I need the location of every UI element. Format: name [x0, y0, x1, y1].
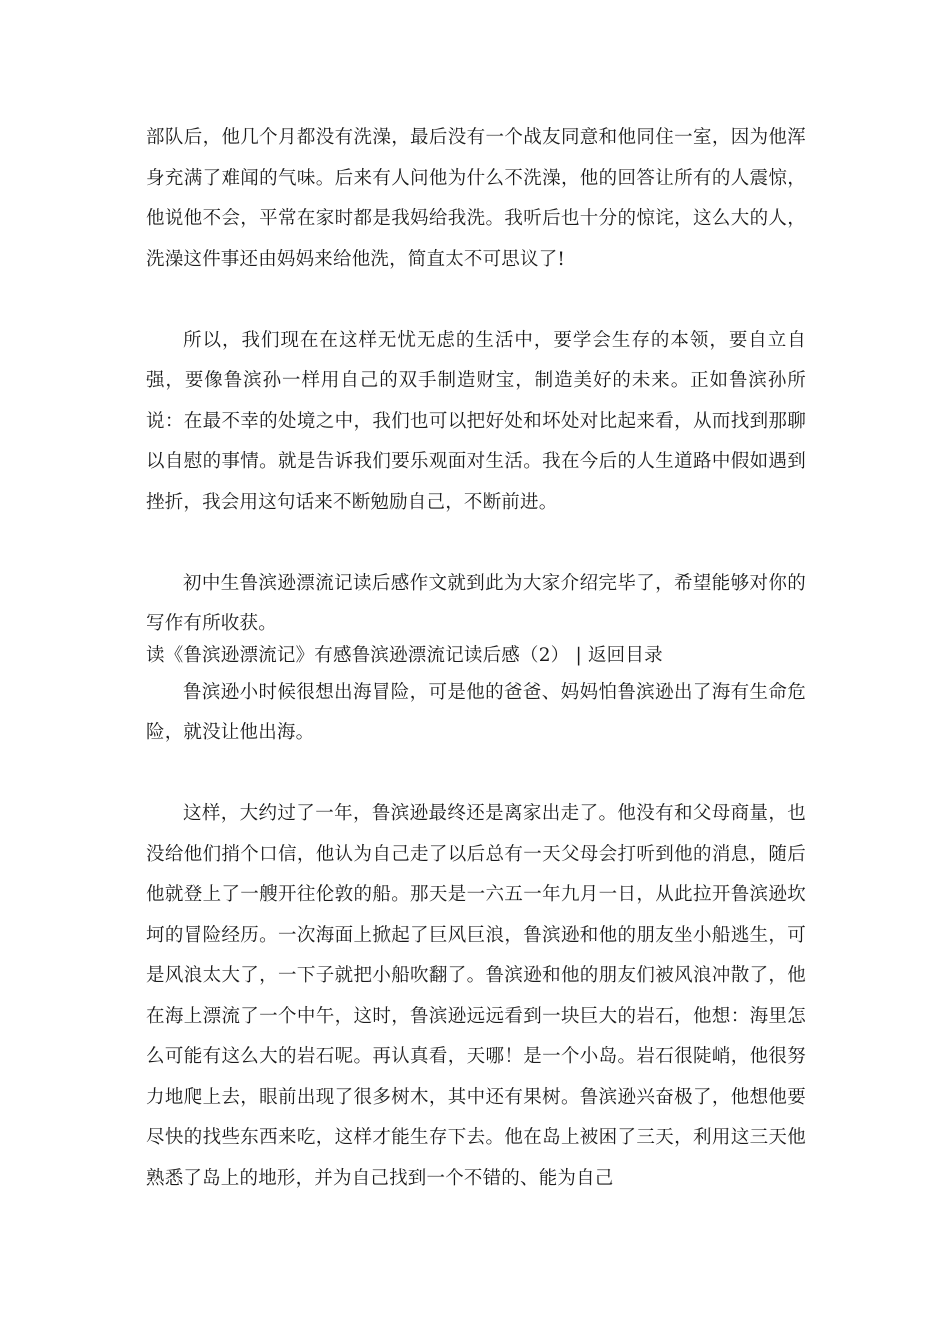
document-body: [146, 118, 806, 1199]
paragraph-gap: [146, 280, 806, 321]
paragraph-childhood-wish: 鲁滨逊小时候很想出海冒险，可是他的爸爸、妈妈怕鲁滨逊出了海有生命危险，就没让他出海。: [146, 681, 806, 743]
paragraph-closing-note: 初中生鲁滨逊漂流记读后感作文就到此为大家介绍完毕了，希望能够对你的写作有所收获。: [146, 572, 806, 634]
paragraph-gap: [146, 754, 806, 795]
section-heading-row: [146, 639, 806, 673]
paragraph-gap: [146, 523, 806, 564]
paragraph-adventure-story: 这样，大约过了一年，鲁滨逊最终还是离家出走了。他没有和父母商量，也没给他们捎个口信，他认为自己走了以后总有一天父母会打听到他的消息，随后他就登上了一艘开往伦敦的船。那天是一六五一年九月一日，从此拉开鲁滨逊坎坷的冒险经历。一次海面上掀起了巨风巨浪，鲁滨逊和他的朋友坐小船逃生，可是风浪太大了，一下子就把小船吹翻了。鲁滨逊和他的朋友们被风浪冲散了，他在海上漂流了一个中午，这时，鲁滨逊远远看到一块巨大的岩石，他想：海里怎么可能有这么大的岩石呢。再认真看，天哪！是一个小岛。岩石很陡峭，他很努力地爬上去，眼前出现了很多树木，其中还有果树。鲁滨逊兴奋极了，他想他要尽快的找些东西来吃，这样才能生存下去。他在岛上被困了三天，利用这三天他熟悉了岛上的地形，并为自己找到一个不错的、能为自己: [146, 803, 806, 1189]
paragraph-survival-skills: 所以，我们现在在这样无忧无虑的生活中，要学会生存的本领，要自立自强，要像鲁滨孙一样用自己的双手制造财宝，制造美好的未来。正如鲁滨孙所说：在最不幸的处境之中，我们也可以把好处和坏处对比起来看，从而找到那聊以自慰的事情。就是告诉我们要乐观面对生活。我在今后的人生道路中假如遇到挫折，我会用这句话来不断勉励自己，不断前进。: [146, 329, 806, 513]
return-to-contents-link[interactable]: | 返回目录: [575, 644, 663, 666]
section-heading: 读《鲁滨逊漂流记》有感鲁滨逊漂流记读后感（2）: [146, 644, 570, 666]
paragraph-continuation: 部队后，他几个月都没有洗澡，最后没有一个战友同意和他同住一室，因为他浑身充满了难闻的气味。后来有人问他为什么不洗澡，他的回答让所有的人震惊，他说他不会，平常在家时都是我妈给我洗。我听后也十分的惊诧，这么大的人，洗澡这件事还由妈妈来给他洗，简直太不可思议了!: [146, 127, 806, 270]
